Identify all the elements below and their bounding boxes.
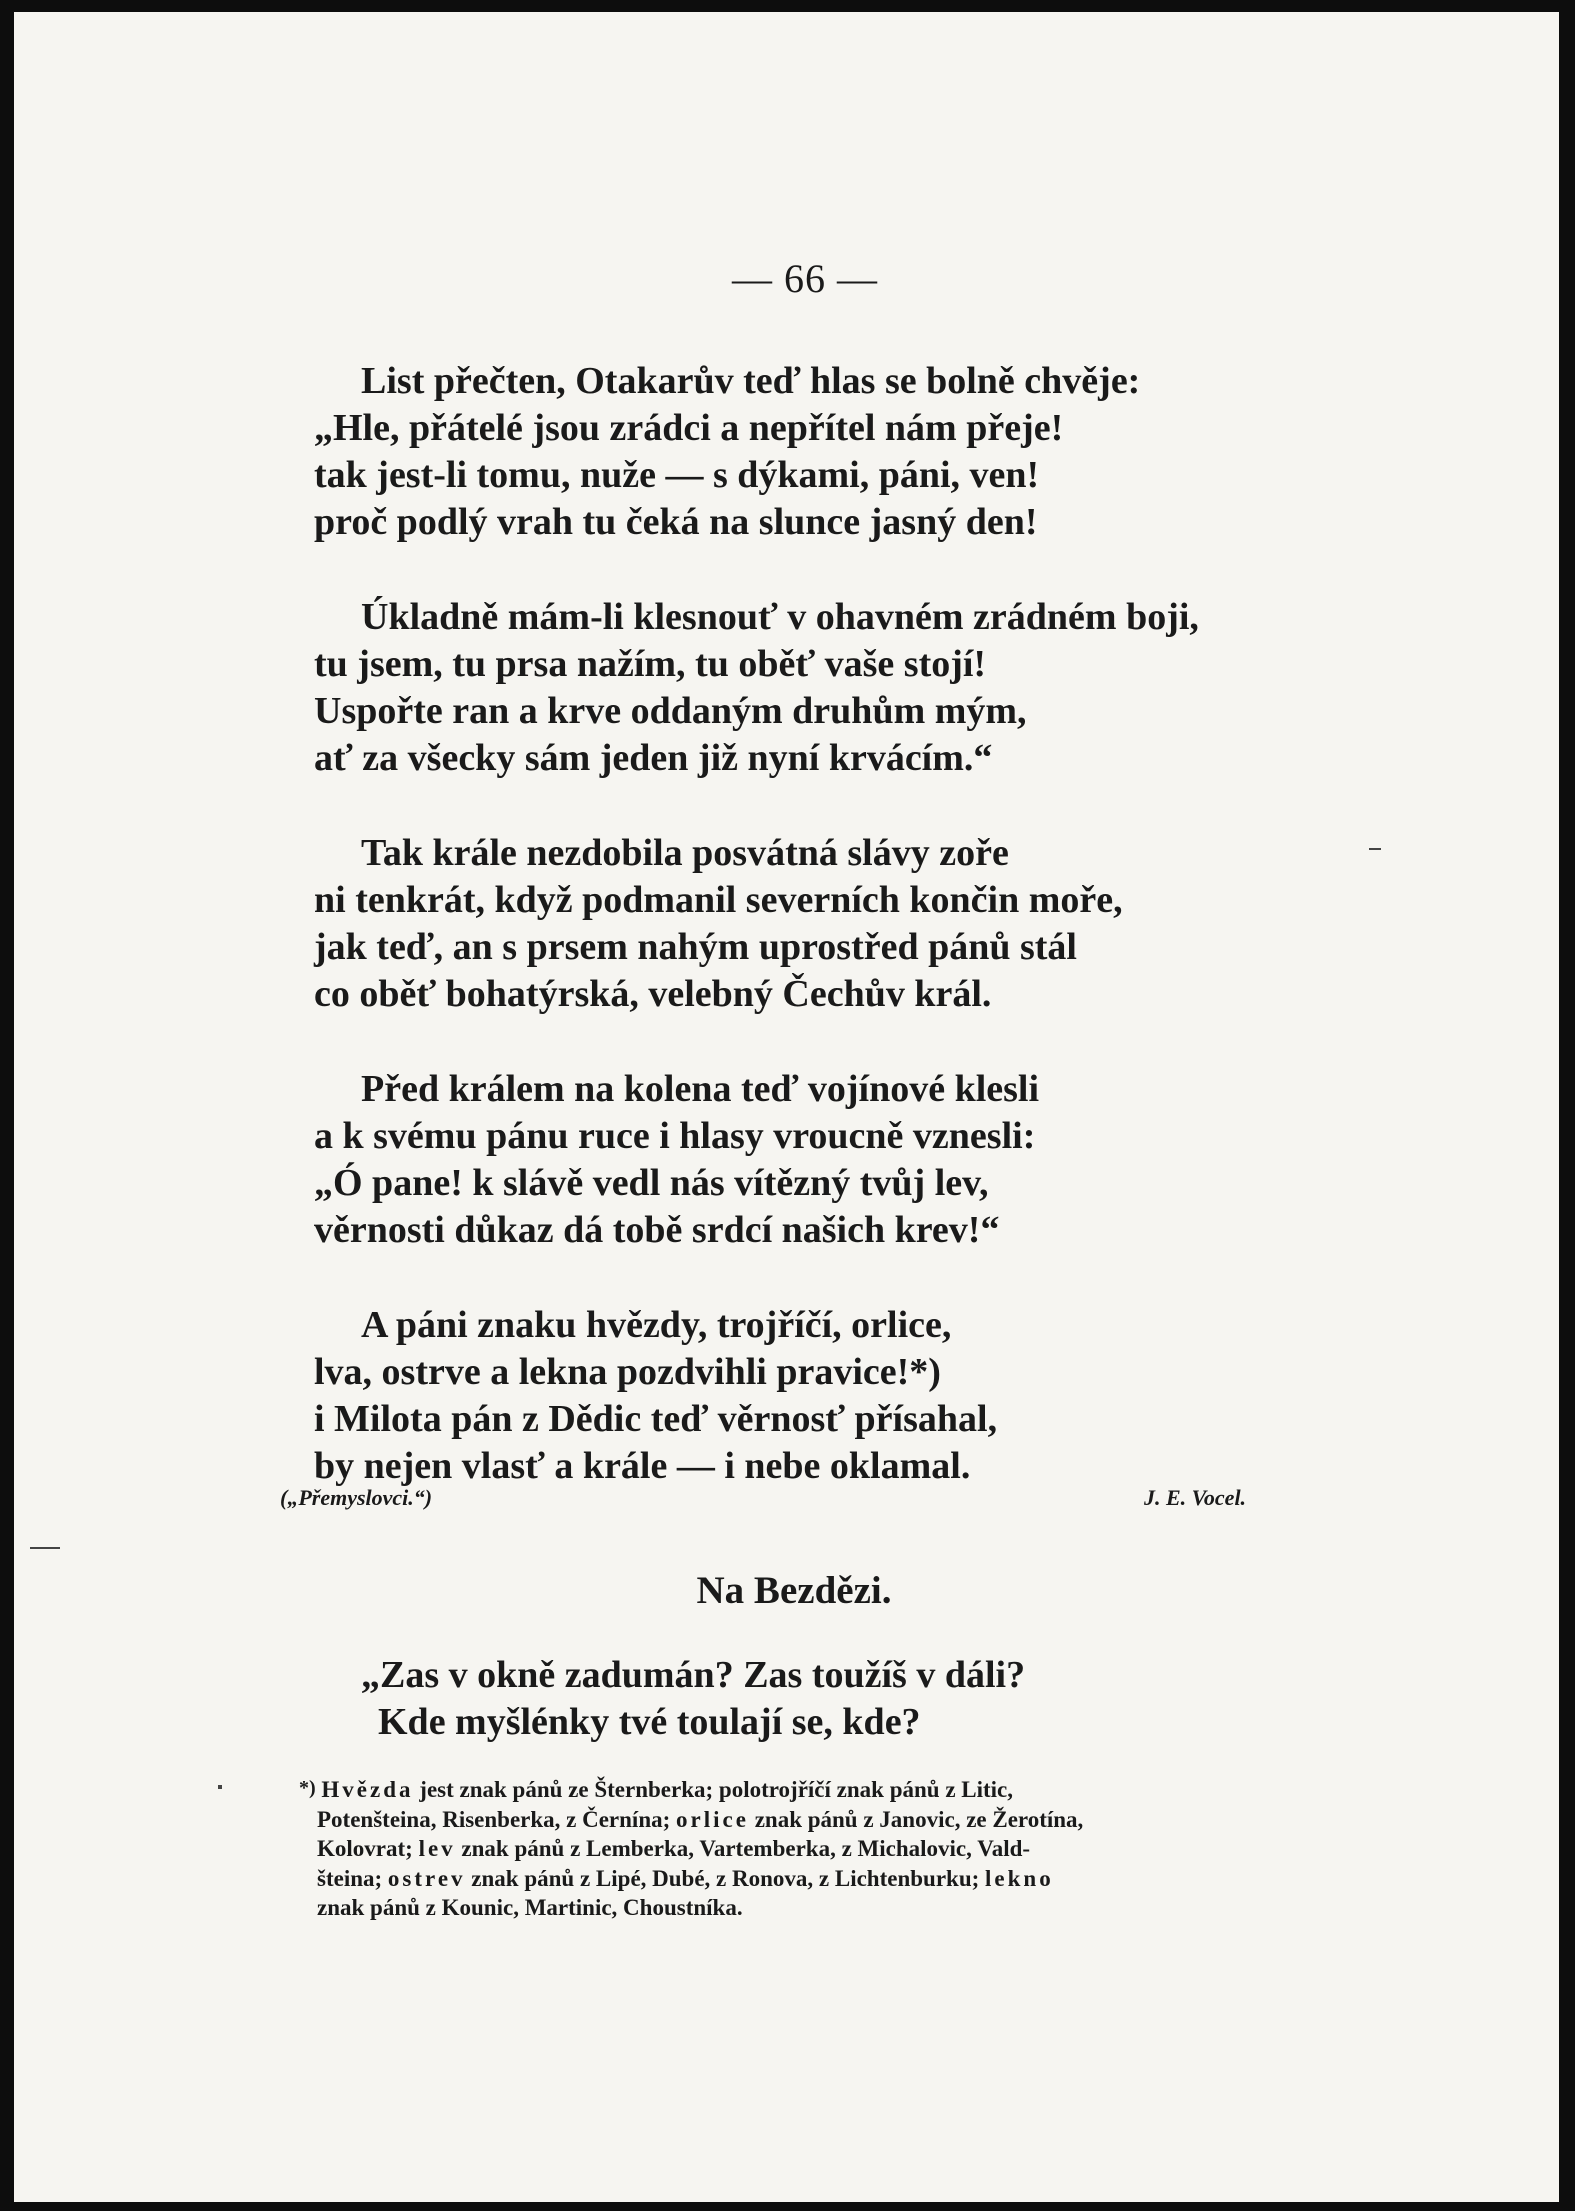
verse-line: „Hle, přátelé jsou zrádci a nepřítel nám přeje!	[314, 407, 1064, 449]
verse-line: Před králem na kolena teď vojínové klesli	[361, 1068, 1040, 1110]
footnote-term: lekno	[985, 1865, 1054, 1891]
page-number: — 66 —	[732, 256, 878, 301]
footnote-text: Kolovrat;	[317, 1836, 419, 1861]
footnote-term: Hvězda	[321, 1777, 414, 1802]
stanza-1	[314, 358, 1140, 546]
footnote-line	[317, 1864, 1387, 1894]
verse-line: „Ó pane! k slávě vedl nás vítězný tvůj lev,	[314, 1162, 989, 1204]
footnote-line	[317, 1834, 1387, 1864]
footnote-text: znak pánů z Lemberka, Vartemberka, z Michalovic, Vald-	[455, 1836, 1031, 1861]
scan-mark	[218, 1785, 222, 1789]
footnote-line	[299, 1774, 1387, 1805]
verse-line: a k svému pánu ruce i hlasy vroucně vznesli:	[314, 1115, 1036, 1157]
footnote-term: lev	[418, 1836, 456, 1861]
footnote-term: ostrev	[387, 1865, 466, 1891]
poem-title: Na Bezdězi.	[696, 1569, 892, 1612]
poem-author: J. E. Vocel.	[1144, 1485, 1247, 1510]
verse-line: lva, ostrve a lekna pozdvihli pravice!*)	[314, 1351, 941, 1393]
verse-line: Tak krále nezdobila posvátná slávy zoře	[361, 832, 1009, 874]
verse-line: jak teď, an s prsem nahým uprostřed pánů stál	[314, 926, 1077, 968]
stanza-3	[314, 830, 1123, 1018]
verse-line: Kde myšlénky tvé toulají se, kde?	[378, 1701, 921, 1743]
verse-line: „Zas v okně zadumán? Zas toužíš v dáli?	[361, 1654, 1026, 1696]
stanza-2	[314, 594, 1199, 782]
verse-line: proč podlý vrah tu čeká na slunce jasný den!	[314, 501, 1038, 543]
verse-line: ni tenkrát, když podmanil severních končin moře,	[314, 879, 1123, 921]
verse-line: tak jest-li tomu, nuže — s dýkami, páni, ven!	[314, 454, 1040, 496]
footnote-text: znak pánů z Lipé, Dubé, z Ronova, z Lichtenburku;	[465, 1865, 986, 1891]
footnote-text: Potenšteina, Risenberka, z Černína;	[317, 1806, 677, 1832]
footnote	[299, 1774, 1387, 1923]
scan-mark	[1369, 848, 1381, 850]
verse-line: Úkladně mám-li klesnouť v ohavném zrádném boji,	[361, 596, 1199, 638]
verse-line: i Milota pán z Dědic teď věrnosť přísahal,	[314, 1398, 998, 1440]
verse-line: A páni znaku hvězdy, trojříčí, orlice,	[361, 1304, 952, 1346]
verse-line: tu jsem, tu prsa nažím, tu oběť vaše stojí!	[314, 643, 987, 685]
footnote-text: šteina;	[317, 1865, 388, 1891]
footnote-text: jest znak pánů ze Šternberka; polotrojříčí znak pánů z Litic,	[413, 1777, 1014, 1802]
stanza-na-bezdezi	[314, 1652, 1025, 1746]
book-page	[14, 12, 1559, 2202]
footnote-marker: *)	[299, 1777, 316, 1799]
verse-line: věrnosti důkaz dá tobě srdcí našich krev!“	[314, 1209, 1000, 1251]
scan-mark	[30, 1547, 60, 1549]
footnote-line	[317, 1805, 1387, 1835]
verse-line: List přečten, Otakarův teď hlas se bolně chvěje:	[361, 360, 1141, 402]
footnote-term: orlice	[676, 1806, 749, 1832]
poem-source: („Přemyslovci.“)	[280, 1485, 433, 1510]
stanza-4	[314, 1066, 1039, 1254]
verse-line: ať za všecky sám jeden již nyní krvácím.“	[314, 737, 993, 779]
footnote-line: znak pánů z Kounic, Martinic, Choustníka.	[317, 1895, 743, 1920]
verse-line: by nejen vlasť a krále — i nebe oklamal.	[314, 1445, 971, 1487]
verse-line: Uspořte ran a krve oddaným druhům mým,	[314, 690, 1027, 732]
verse-line: co oběť bohatýrská, velebný Čechův král.	[314, 973, 992, 1015]
stanza-5	[314, 1302, 997, 1490]
footnote-text: znak pánů z Janovic, ze Žerotína,	[748, 1806, 1084, 1832]
